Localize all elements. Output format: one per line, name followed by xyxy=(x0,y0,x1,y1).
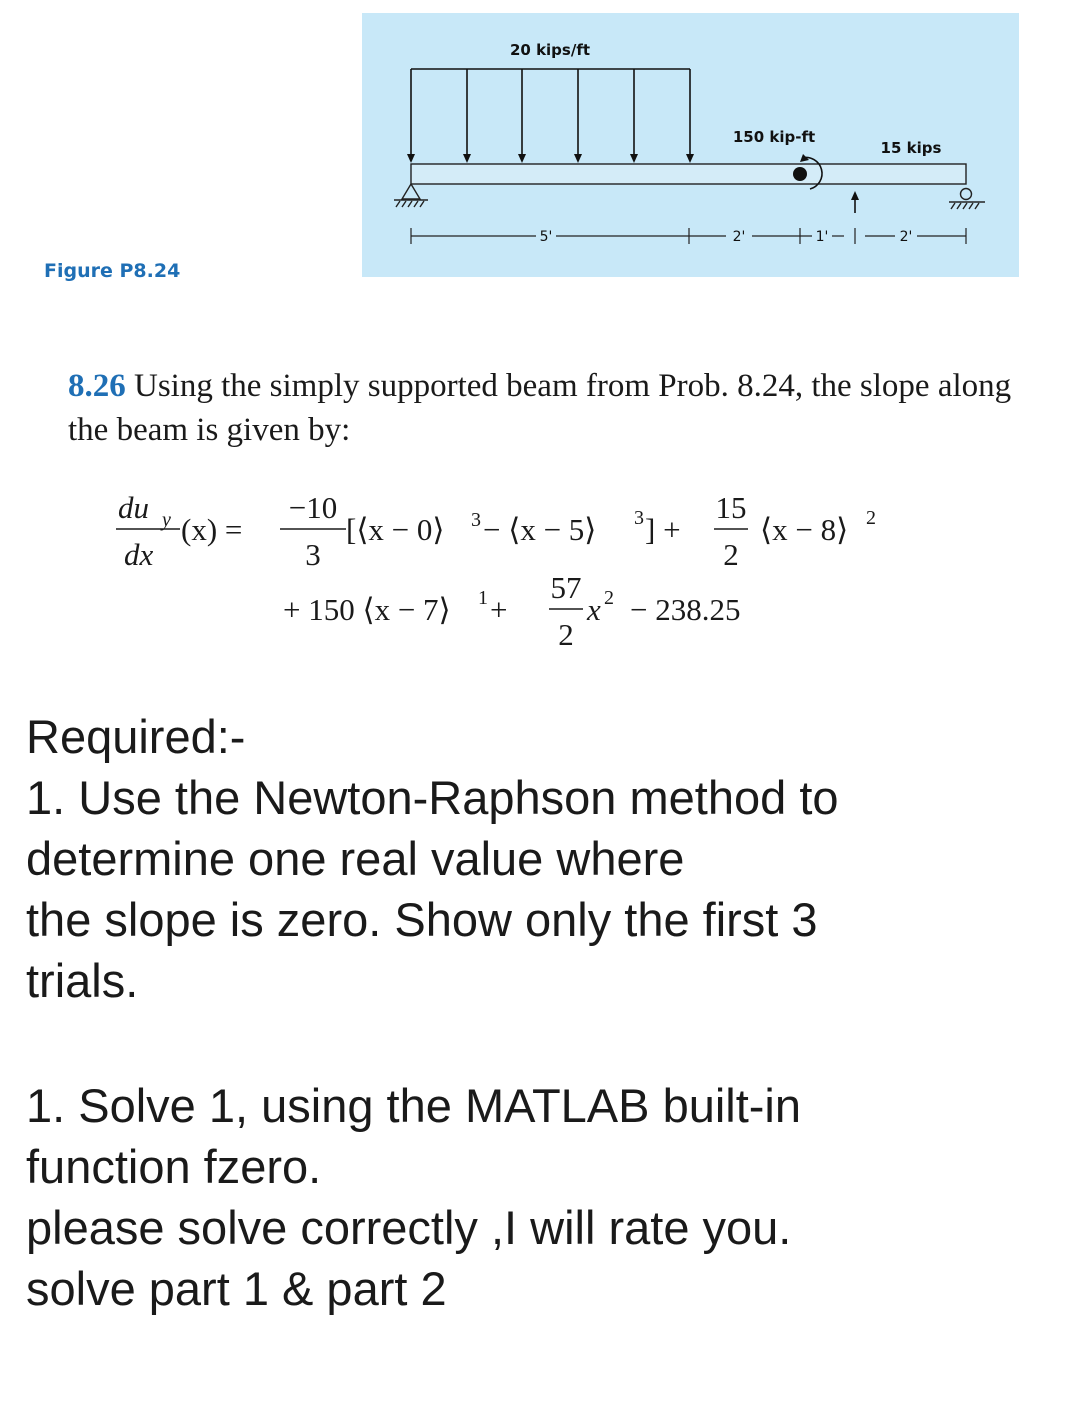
term-1: [⟨x − 0⟩ xyxy=(346,512,445,547)
frac3-denominator: 2 xyxy=(558,617,574,652)
equation-svg xyxy=(0,480,1080,670)
dim-label-2: 2' xyxy=(732,229,746,245)
beam xyxy=(411,164,966,184)
required-section xyxy=(26,706,1066,1319)
lhs-argument: (x) = xyxy=(181,512,243,547)
exp-1: 3 xyxy=(471,509,481,531)
exp-4: 2 xyxy=(866,507,876,529)
distributed-load xyxy=(407,69,694,163)
pin-support xyxy=(394,184,428,207)
figure-label: Figure P8.24 xyxy=(44,260,181,282)
frac1-numerator: −10 xyxy=(288,490,338,525)
dim-label-3: 1' xyxy=(815,229,829,245)
item2-line1: 1. Solve 1, using the MATLAB built-in xyxy=(26,1079,802,1132)
dim-label-4: 2' xyxy=(899,229,913,245)
term-2: − ⟨x − 5⟩ xyxy=(483,512,597,547)
beam-figure xyxy=(362,13,1019,277)
exp-6: 2 xyxy=(604,587,614,609)
problem-number: 8.26 xyxy=(68,368,126,404)
item1-line3: the slope is zero. Show only the first 3 xyxy=(26,893,818,946)
point-load-arrow xyxy=(851,191,859,213)
spacer xyxy=(26,1011,1066,1075)
term-7: − 238.25 xyxy=(630,592,741,627)
frac2-denominator: 2 xyxy=(723,537,739,572)
slope-equation xyxy=(0,480,1080,670)
exp-5: 1 xyxy=(478,587,488,609)
lhs-subscript: y xyxy=(162,509,171,531)
distributed-load-label: 20 kips/ft xyxy=(509,41,591,59)
frac1-denominator: 3 xyxy=(305,537,321,572)
exp-2: 3 xyxy=(634,507,644,529)
note-line2: solve part 1 & part 2 xyxy=(26,1262,447,1315)
problem-statement xyxy=(68,364,1058,452)
term-5b: + xyxy=(490,592,508,627)
term-3: ] + xyxy=(645,512,681,547)
item1-line2: determine one real value where xyxy=(26,832,685,885)
item2-line2: function fzero. xyxy=(26,1140,322,1193)
term-4: ⟨x − 8⟩ xyxy=(760,512,849,547)
note-line1: please solve correctly ,I will rate you. xyxy=(26,1201,792,1254)
frac2-numerator: 15 xyxy=(715,490,747,525)
problem-text: Using the simply supported beam from Prob. 8.24, the slope along the beam is given by: xyxy=(68,368,1012,448)
beam-diagram xyxy=(362,13,1019,277)
lhs-numerator: du xyxy=(118,490,149,525)
dim-label-1: 5' xyxy=(539,229,553,245)
frac3-numerator: 57 xyxy=(550,570,582,605)
item1-line1: 1. Use the Newton-Raphson method to xyxy=(26,771,839,824)
required-heading: Required:- xyxy=(26,710,246,763)
moment-label: 150 kip-ft xyxy=(732,128,816,146)
point-load-label: 15 kips xyxy=(880,139,942,157)
term-5: + 150 ⟨x − 7⟩ xyxy=(283,592,451,627)
dimension-line xyxy=(411,228,966,244)
term-6: x xyxy=(587,592,601,627)
roller-support xyxy=(949,189,985,210)
lhs-denominator: dx xyxy=(124,537,154,572)
item1-line4: trials. xyxy=(26,954,139,1007)
